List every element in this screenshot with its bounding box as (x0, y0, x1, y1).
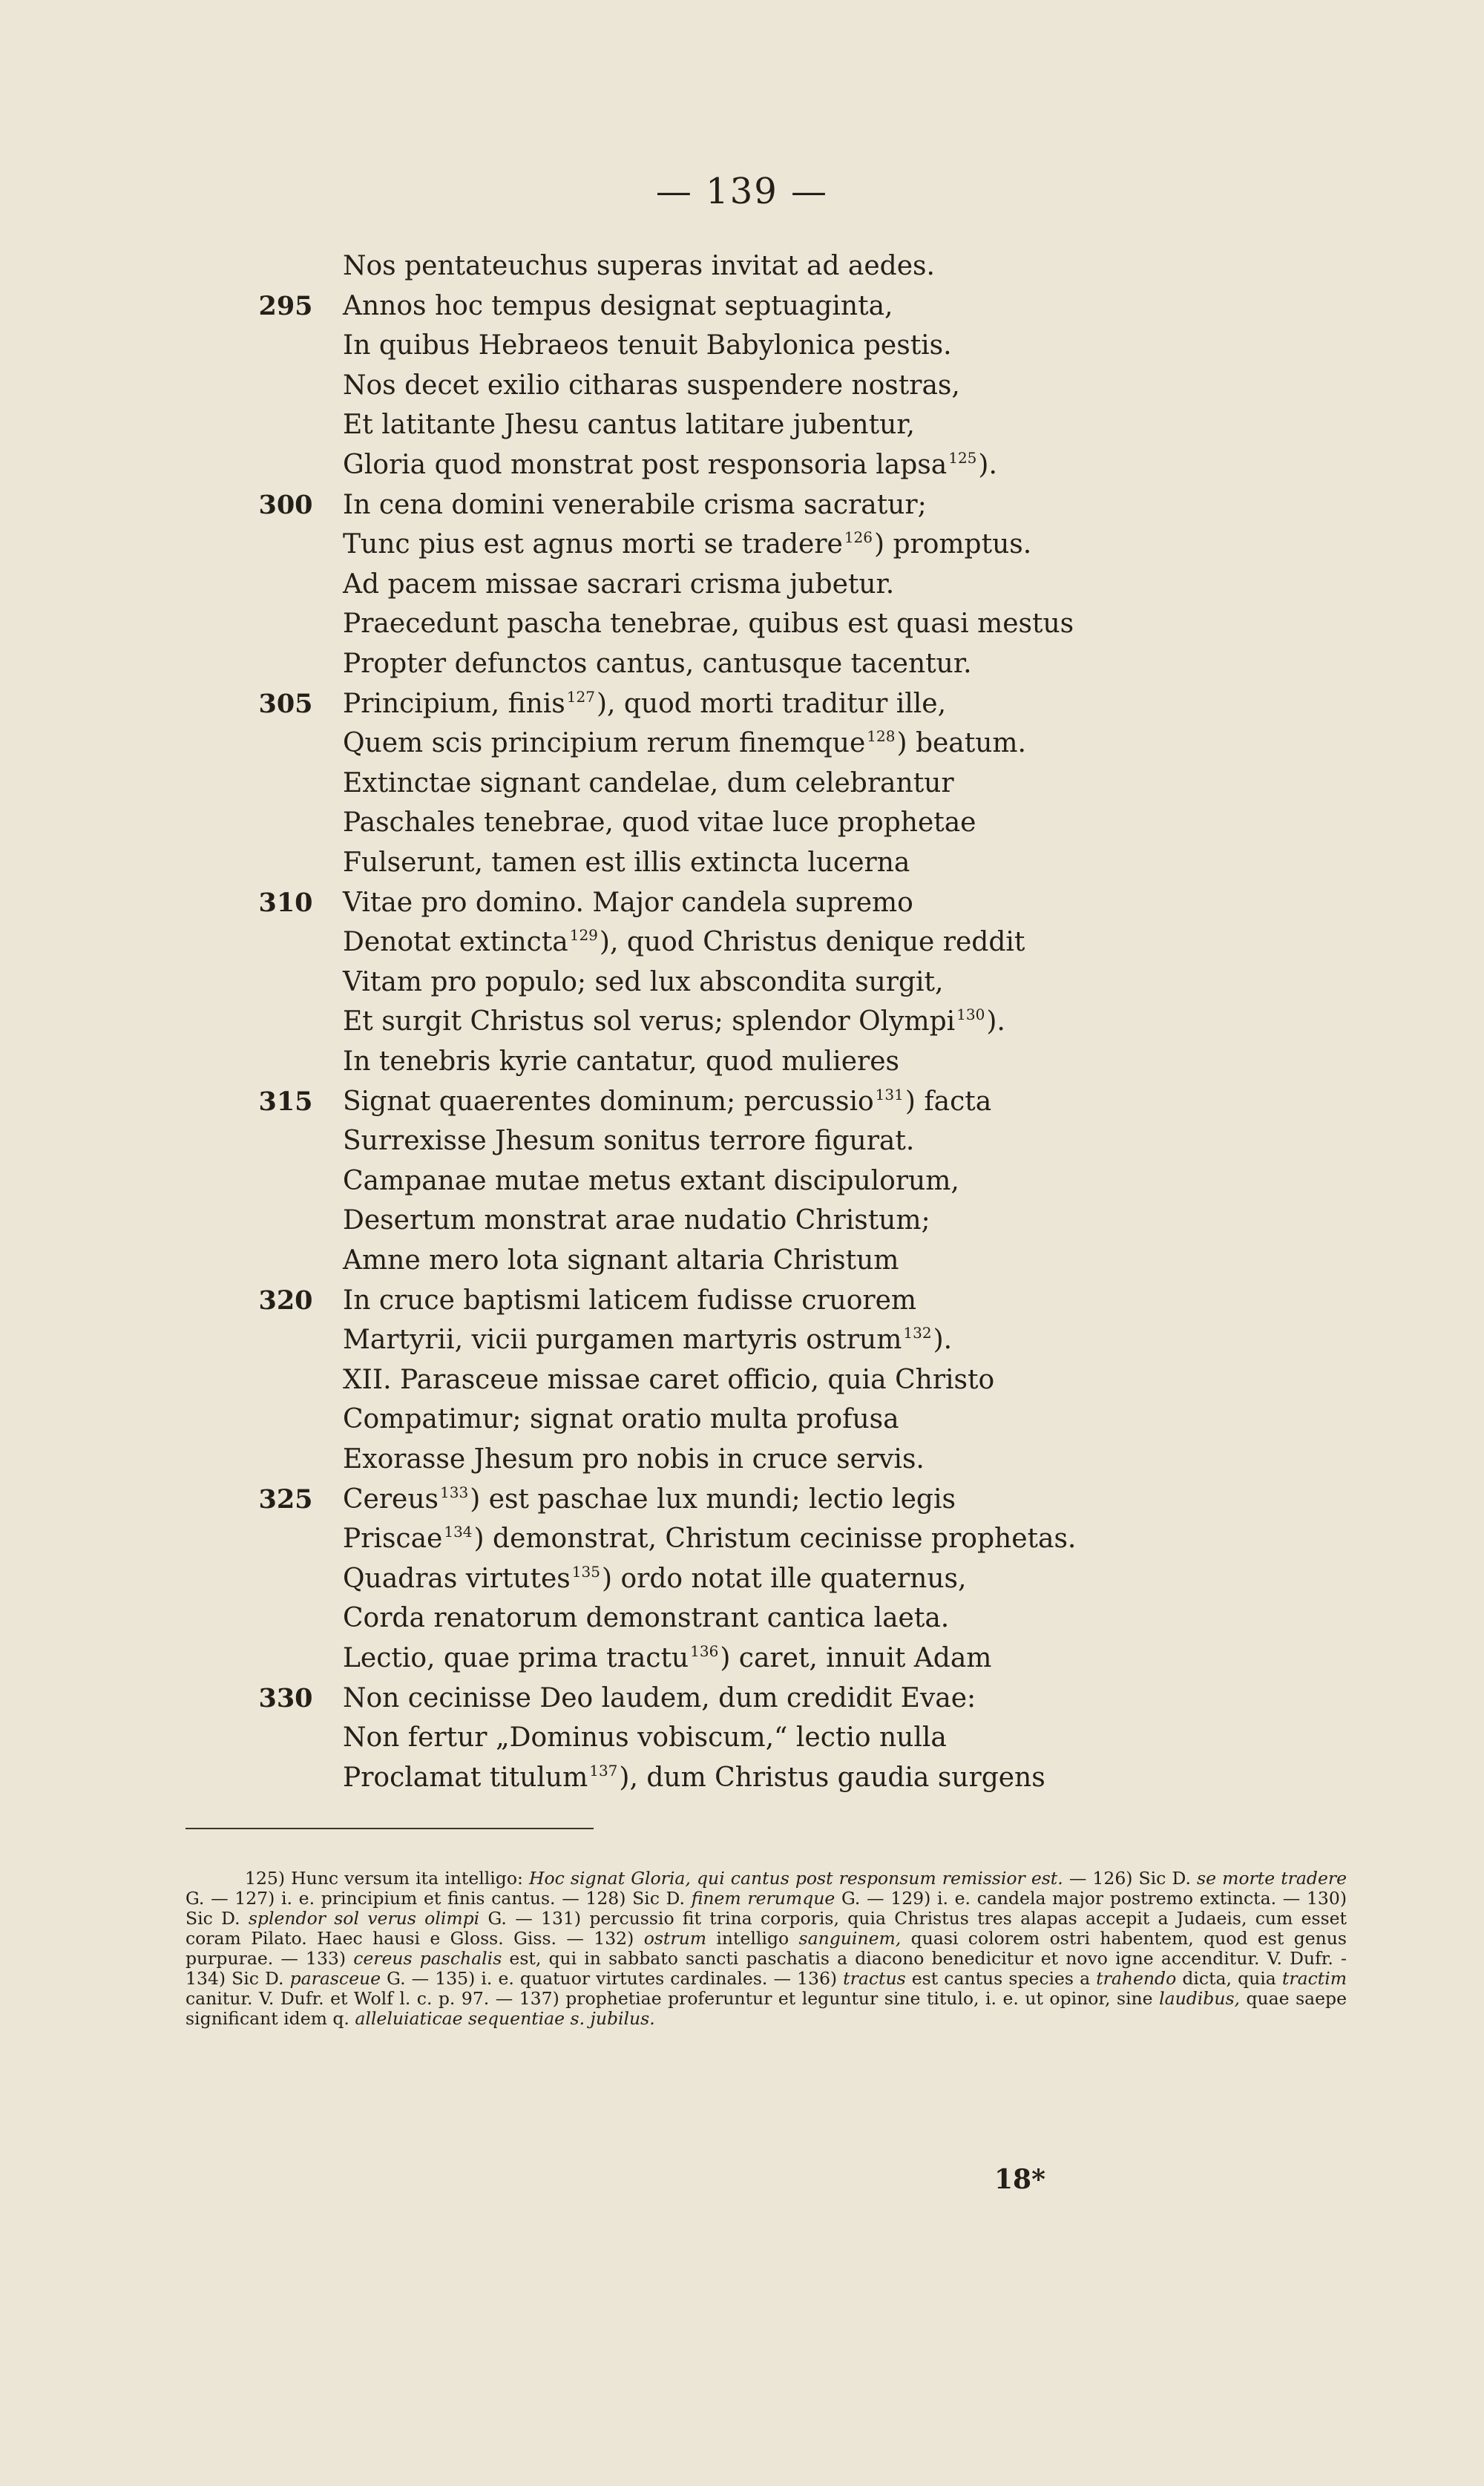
verse-continuation: ), quod Christus denique reddit (599, 927, 1025, 958)
verse-body: Tunc pius est agnus morti se tradere (343, 529, 843, 560)
verse-text (343, 685, 946, 724)
footnote-text: intelligo (706, 1928, 799, 1949)
verse-body: Propter defunctos cantus, cantusque tacentur. (343, 649, 972, 679)
line-number: 295 (258, 290, 313, 321)
verse-body: Corda renatorum demonstrant cantica laeta. (343, 1603, 950, 1634)
verse-body: Vitam pro populo; sed lux abscondita surgit, (343, 966, 944, 997)
verse-body: Paschales tenebrae, quod vitae luce prophetae (343, 807, 976, 839)
footnote-emphasis: ostrum (643, 1928, 706, 1949)
verse-body: In quibus Hebraeos tenuit Babylonica pestis. (343, 330, 952, 361)
verse-continuation: ). (933, 1325, 953, 1356)
verse-text (343, 1282, 916, 1320)
verse-body: Signat quaerentes dominum; percussio (343, 1086, 874, 1117)
verse-line (0, 1201, 1484, 1240)
verse-line (0, 923, 1484, 962)
verse-body: Ad pacem missae sacrari crisma jubetur. (343, 568, 895, 600)
footnote-emphasis: sanguinem, (798, 1928, 902, 1949)
verse-line (0, 1400, 1484, 1439)
verse-text (343, 923, 1025, 962)
verse-body: Et surgit Christus sol verus; splendor Olympi (343, 1006, 956, 1037)
footnote-divider (186, 1828, 594, 1829)
verse-text (343, 287, 893, 326)
footnote-ref: 137 (589, 1761, 618, 1780)
verse-line (0, 884, 1484, 922)
verse-continuation: ) caret, innuit Adam (720, 1643, 992, 1673)
verse-text (343, 645, 972, 683)
footnote-ref: 135 (571, 1562, 600, 1581)
verse-body: Extinctae signant candelae, dum celebrantur (343, 767, 954, 798)
verse-continuation: ) demonstrat, Christum cecinisse prophetas. (473, 1524, 1077, 1555)
verse-line (0, 1639, 1484, 1678)
verse-text (343, 1003, 1005, 1041)
page-number: — 139 — (655, 171, 829, 212)
line-number: 305 (258, 688, 313, 719)
verse-body: Proclamat titulum (343, 1762, 588, 1793)
verse-body: Compatimur; signat oratio multa profusa (343, 1404, 899, 1435)
verse-line (0, 645, 1484, 683)
footnote-text: est, qui in sabbato sancti paschatis a diacono benedicitur et novo igne accenditur. V. Dufr. - 134) Sic D. (186, 1948, 1347, 1989)
verse-text (343, 605, 1074, 643)
verse-line (0, 844, 1484, 882)
verse-line (0, 724, 1484, 763)
footnote-ref: 133 (440, 1483, 469, 1501)
footnote-emphasis: laudibus, (1159, 1988, 1241, 2009)
verse-line (0, 963, 1484, 1002)
footnote-text: quasi colorem ostri habentem, quod est genus purpurae. — 133) (186, 1928, 1347, 1969)
verse-line (0, 565, 1484, 604)
verse-text (343, 1242, 899, 1280)
line-number: 315 (258, 1086, 313, 1117)
verse-line (0, 764, 1484, 803)
footnote-emphasis: Hoc signat Gloria, qui cantus post responsum remissior est. (529, 1868, 1063, 1889)
verse-continuation: ) est paschae lux mundi; lectio legis (470, 1483, 956, 1515)
verse-text (343, 327, 952, 365)
verse-continuation: ), dum Christus gaudia surgens (619, 1762, 1045, 1793)
verse-body: Vitae pro domino. Major candela supremo (343, 887, 913, 918)
verse-line (0, 1440, 1484, 1479)
verse-line (0, 1520, 1484, 1558)
footnote-ref: 129 (569, 926, 598, 945)
verse-continuation: ) facta (904, 1086, 992, 1117)
verse-line (0, 1282, 1484, 1320)
footnote-ref: 127 (566, 687, 595, 706)
footnote-text: 125) Hunc versum ita intelligo: (245, 1868, 530, 1889)
verse-body: Non cecinisse Deo laudem, dum credidit Evae: (343, 1682, 976, 1713)
verse-text (343, 446, 997, 485)
footnote-emphasis: tractim (1281, 1968, 1347, 1989)
verse-body: In tenebris kyrie cantatur, quod mulieres (343, 1046, 899, 1077)
verse-line (0, 1480, 1484, 1519)
verse-text (343, 764, 954, 803)
verse-line (0, 1003, 1484, 1041)
verse-continuation: ) beatum. (896, 728, 1027, 759)
footnote-ref: 132 (903, 1324, 932, 1342)
verse-line (0, 1679, 1484, 1718)
verse-body: Cereus (343, 1483, 439, 1515)
footnote-text: quae saepe significant idem q. (186, 1988, 1347, 2029)
footnote-ref: 136 (690, 1642, 719, 1660)
footnote-text: dicta, quia (1176, 1968, 1282, 1989)
verse-line (0, 446, 1484, 485)
verse-body: Et latitante Jhesu cantus latitare jubentur, (343, 410, 915, 441)
verse-text (343, 1083, 991, 1121)
verse-body: Non fertur „Dominus vobiscum,“ lectio nulla (343, 1722, 947, 1754)
verse-text (343, 1639, 991, 1678)
verse-line (0, 327, 1484, 365)
verse-text (343, 525, 1031, 564)
verse-text (343, 884, 913, 922)
verse-line (0, 1759, 1484, 1797)
footnote-ref: 125 (948, 449, 977, 467)
verse-continuation: ) ordo notat ille quaternus, (601, 1563, 967, 1594)
footnote-text: canitur. V. Dufr. et Wolf l. c. p. 97. — 137) prophetiae proferuntur et leguntur sine titulo, i. e. ut opinor, sine (186, 1988, 1160, 2009)
verse-body: Quem scis principium rerum finemque (343, 728, 866, 759)
footnote-ref: 131 (875, 1085, 904, 1103)
verse-line (0, 1599, 1484, 1638)
footnote-ref: 130 (956, 1006, 985, 1024)
line-number: 300 (258, 489, 313, 520)
verse-text (343, 1560, 966, 1598)
line-number: 330 (258, 1682, 313, 1713)
footnote-emphasis: se morte tradere (1197, 1868, 1347, 1889)
footnote-text: G. — 131) percussio fit trina corporis, quia Christus tres alapas accepit a Judaeis, cum esset coram Pilato. Haec hausi e Gloss. Giss. — 132) (186, 1908, 1347, 1949)
verse-line (0, 685, 1484, 724)
verse-text (343, 1440, 925, 1479)
verse-text (343, 486, 927, 525)
verse-continuation: ). (978, 450, 997, 480)
verse-line (0, 1242, 1484, 1280)
verse-text (343, 963, 943, 1002)
verse-continuation: ). (986, 1006, 1005, 1037)
verse-text (343, 844, 910, 882)
verse-continuation: ) promptus. (874, 529, 1032, 560)
footnote-emphasis: parasceue (289, 1968, 381, 1989)
verse-text (343, 1480, 956, 1519)
verse-body: Surrexisse Jhesum sonitus terrore figurat. (343, 1126, 915, 1157)
footnote-emphasis: tractus (843, 1968, 906, 1989)
verse-line (0, 406, 1484, 445)
verse-text (343, 1201, 930, 1240)
verse-body: Fulserunt, tamen est illis extincta lucerna (343, 847, 910, 878)
verse-body: Amne mero lota signant altaria Christum (343, 1245, 899, 1276)
verse-body: Lectio, quae prima tractu (343, 1643, 689, 1673)
verse-line (0, 287, 1484, 326)
verse-line (0, 1162, 1484, 1201)
verse-line (0, 1043, 1484, 1081)
footnote-text: est cantus species a (905, 1968, 1097, 1989)
verse-body: Campanae mutae metus extant discipulorum, (343, 1165, 959, 1196)
verse-text (343, 565, 894, 604)
verse-text (343, 406, 915, 445)
verse-text (343, 1122, 914, 1161)
printer-signature: 18* (994, 2164, 1045, 2195)
footnote-emphasis: trahendo (1096, 1968, 1177, 1989)
verse-text (343, 1361, 994, 1400)
verse-text (343, 367, 960, 405)
verse-text (343, 247, 935, 286)
footnote-text: — 126) Sic D. (1063, 1868, 1198, 1889)
verse-continuation: ), quod morti traditur ille, (596, 688, 947, 719)
verse-line (0, 1560, 1484, 1598)
verse-body: Gloria quod monstrat post responsoria lapsa (343, 450, 948, 480)
verse-text (343, 1759, 1045, 1797)
verse-text (343, 804, 976, 842)
verse-text (343, 1679, 976, 1718)
verse-line (0, 367, 1484, 405)
footnote-text: G. — 135) i. e. quatuor virtutes cardinales. — 136) (381, 1968, 844, 1989)
verse-body: Quadras virtutes (343, 1563, 571, 1594)
footnote-ref: 126 (844, 528, 873, 547)
verse-line (0, 486, 1484, 525)
verse-line (0, 525, 1484, 564)
verse-line (0, 1083, 1484, 1121)
verse-body: Praecedunt pascha tenebrae, quibus est quasi mestus (343, 609, 1074, 640)
verse-line (0, 1719, 1484, 1757)
verse-body: Martyrii, vicii purgamen martyris ostrum (343, 1325, 902, 1356)
verse-text (343, 1321, 952, 1360)
verse-line (0, 605, 1484, 643)
footnote-text: G. — 129) i. e. candela major postremo extincta. — 130) Sic D. (186, 1888, 1347, 1929)
verse-body: Exorasse Jhesum pro nobis in cruce servis. (343, 1444, 925, 1475)
footnotes (186, 1869, 1347, 2029)
verse-text (343, 1400, 899, 1439)
verse-body: Denotat extincta (343, 927, 568, 958)
verse-body: Nos pentateuchus superas invitat ad aedes. (343, 251, 935, 281)
verse-body: Priscae (343, 1524, 443, 1555)
verse-text (343, 1043, 899, 1081)
line-number: 325 (258, 1483, 313, 1515)
footnote-emphasis: cereus paschalis (353, 1948, 502, 1969)
footnote-emphasis: finem rerumque (691, 1888, 835, 1909)
footnote-ref: 134 (444, 1523, 473, 1541)
verse-body: In cena domini venerabile crisma sacratur; (343, 489, 927, 520)
verse-text (343, 1599, 949, 1638)
footnote-emphasis: splendor sol verus olimpi (248, 1908, 480, 1929)
verse-body: Annos hoc tempus designat septuaginta, (343, 290, 893, 321)
verse-line (0, 247, 1484, 286)
verse-text (343, 1162, 959, 1201)
verse-line (0, 804, 1484, 842)
verse-body: In cruce baptismi laticem fudisse cruorem (343, 1285, 917, 1316)
verse-body: Principium, finis (343, 688, 565, 719)
verse-text (343, 724, 1026, 763)
footnote-text: G. — 127) i. e. principium et finis cantus. — 128) Sic D. (186, 1888, 692, 1909)
verse-line (0, 1122, 1484, 1161)
verse-line (0, 1361, 1484, 1400)
line-number: 320 (258, 1285, 313, 1316)
verse-text (343, 1520, 1076, 1558)
verse-body: Desertum monstrat arae nudatio Christum; (343, 1205, 930, 1236)
footnote-emphasis: alleluiaticae sequentiae s. jubilus. (355, 2008, 655, 2029)
verse-body: Nos decet exilio citharas suspendere nostras, (343, 370, 960, 401)
line-number: 310 (258, 887, 313, 918)
footnote-ref: 128 (867, 727, 896, 746)
verse-body: XII. Parasceue missae caret officio, quia Christo (343, 1364, 995, 1395)
verse-line (0, 1321, 1484, 1360)
verse-text (343, 1719, 947, 1757)
